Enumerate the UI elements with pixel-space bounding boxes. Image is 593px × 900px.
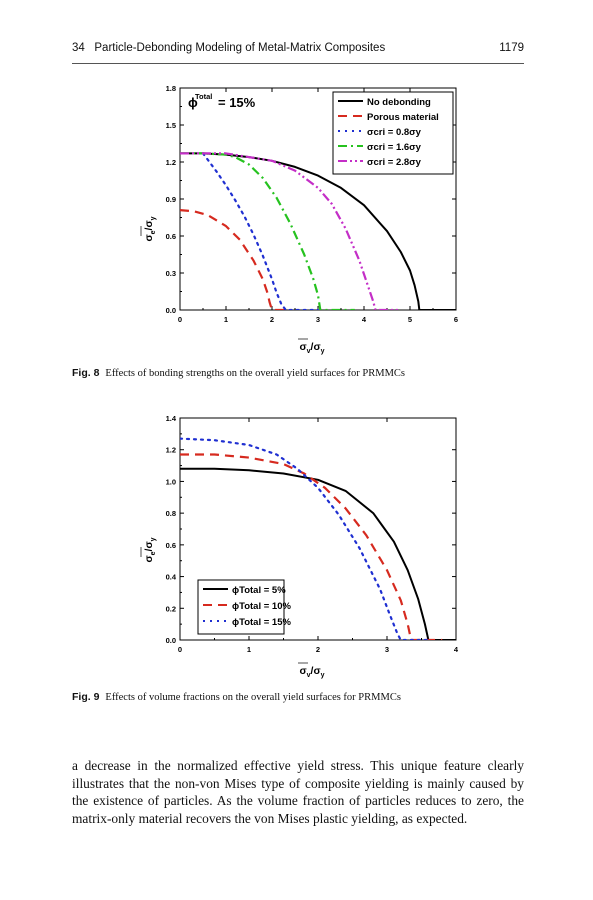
fig9-x-axis-label (298, 663, 325, 679)
legend-label-3: σcri = 1.6σy (367, 142, 421, 153)
x-tick-label: 5 (407, 315, 413, 324)
x-tick-label: 6 (453, 315, 459, 324)
y-tick-label: 1.8 (165, 84, 176, 93)
y-tick-label: 0.2 (165, 604, 176, 614)
fig8-y-axis-label (141, 216, 157, 241)
x-tick-label: 2 (269, 315, 275, 324)
x-tick-label: 4 (453, 645, 459, 654)
series-line-3 (180, 153, 355, 310)
y-tick-label: 0.0 (165, 636, 176, 645)
legend-label-1: Porous material (367, 112, 439, 123)
fig8-caption-text: Effects of bonding strengths on the overall yield surfaces for PRMMCs (105, 368, 406, 379)
fig9-caption-text: Effects of volume fractions on the overall yield surfaces for PRMMCs (105, 692, 401, 703)
fig8-caption-label: Fig. 8 (72, 367, 100, 379)
x-tick-label: 3 (315, 315, 321, 324)
svg-text:σe/σy: $\sigma_e/\sigma_y$ (143, 537, 157, 563)
y-tick-label: 1.4 (165, 414, 176, 423)
legend-label-1: ϕTotal = 10% (232, 601, 291, 612)
x-tick-label: 1 (223, 315, 229, 324)
x-tick-label: 1 (246, 645, 252, 654)
legend-label-2: σcri = 0.8σy (367, 127, 421, 138)
legend-label-4: σcri = 2.8σy (367, 157, 421, 168)
fig8-annotation-value: = 15% (218, 95, 256, 110)
figure-9-caption (72, 691, 524, 703)
x-tick-label: 0 (177, 315, 183, 324)
series-line-4 (180, 153, 401, 310)
x-tick-label: 2 (315, 645, 321, 654)
svg-text:σv/σy: $\sigma_v/\sigma_y$ (299, 665, 325, 679)
legend-label-0: No debonding (367, 97, 431, 108)
figure-9-chart (130, 412, 475, 684)
y-tick-label: 0.6 (165, 540, 176, 550)
body-paragraph: a decrease in the normalized effective yield stress. This unique feature clearly illustrates that the non-von Mises type of composite yielding is mainly caused by the existence of particles. As the volume fraction of particles reduces to zero, the matrix-only material recovers the von Mises plastic yielding, as expected. (72, 758, 524, 826)
header-rule (72, 63, 524, 64)
y-tick-label: 0.8 (165, 509, 176, 519)
fig9-caption-label: Fig. 9 (72, 691, 100, 703)
figure-8-chart (130, 78, 475, 360)
svg-text:σv/σy: $\sigma_v/\sigma_y$ (299, 341, 325, 355)
y-tick-label: 0.4 (165, 572, 176, 582)
legend-label-2: ϕTotal = 15% (232, 617, 291, 628)
header-title: 34 Particle-Debonding Modeling of Metal-Matrix Composites (72, 42, 386, 54)
y-tick-label: 0.0 (165, 306, 176, 315)
y-tick-label: 1.2 (165, 445, 176, 455)
running-header (72, 42, 524, 62)
fig9-y-axis-label (141, 537, 157, 562)
y-tick-label: 0.3 (165, 269, 176, 278)
svg-text:σe/σy: $\sigma_e/\sigma_y$ (143, 216, 157, 242)
fig8-annotation-phi: ϕ (188, 95, 198, 110)
fig8-x-axis-label (298, 339, 325, 355)
series-line-2 (203, 153, 318, 310)
x-tick-label: 3 (384, 645, 390, 654)
y-tick-label: 1.0 (165, 477, 176, 487)
figure-8-caption (72, 367, 524, 379)
y-tick-label: 1.2 (165, 158, 176, 167)
y-tick-label: 0.6 (165, 232, 176, 241)
fig8-annotation-sup: Total (195, 92, 213, 101)
x-tick-label: 4 (361, 315, 367, 324)
y-tick-label: 1.5 (165, 121, 176, 130)
series-line-1 (180, 210, 286, 310)
legend-label-0: ϕTotal = 5% (232, 585, 286, 596)
x-tick-label: 0 (177, 645, 183, 654)
page-number: 1179 (499, 42, 524, 54)
y-tick-label: 0.9 (165, 195, 176, 204)
